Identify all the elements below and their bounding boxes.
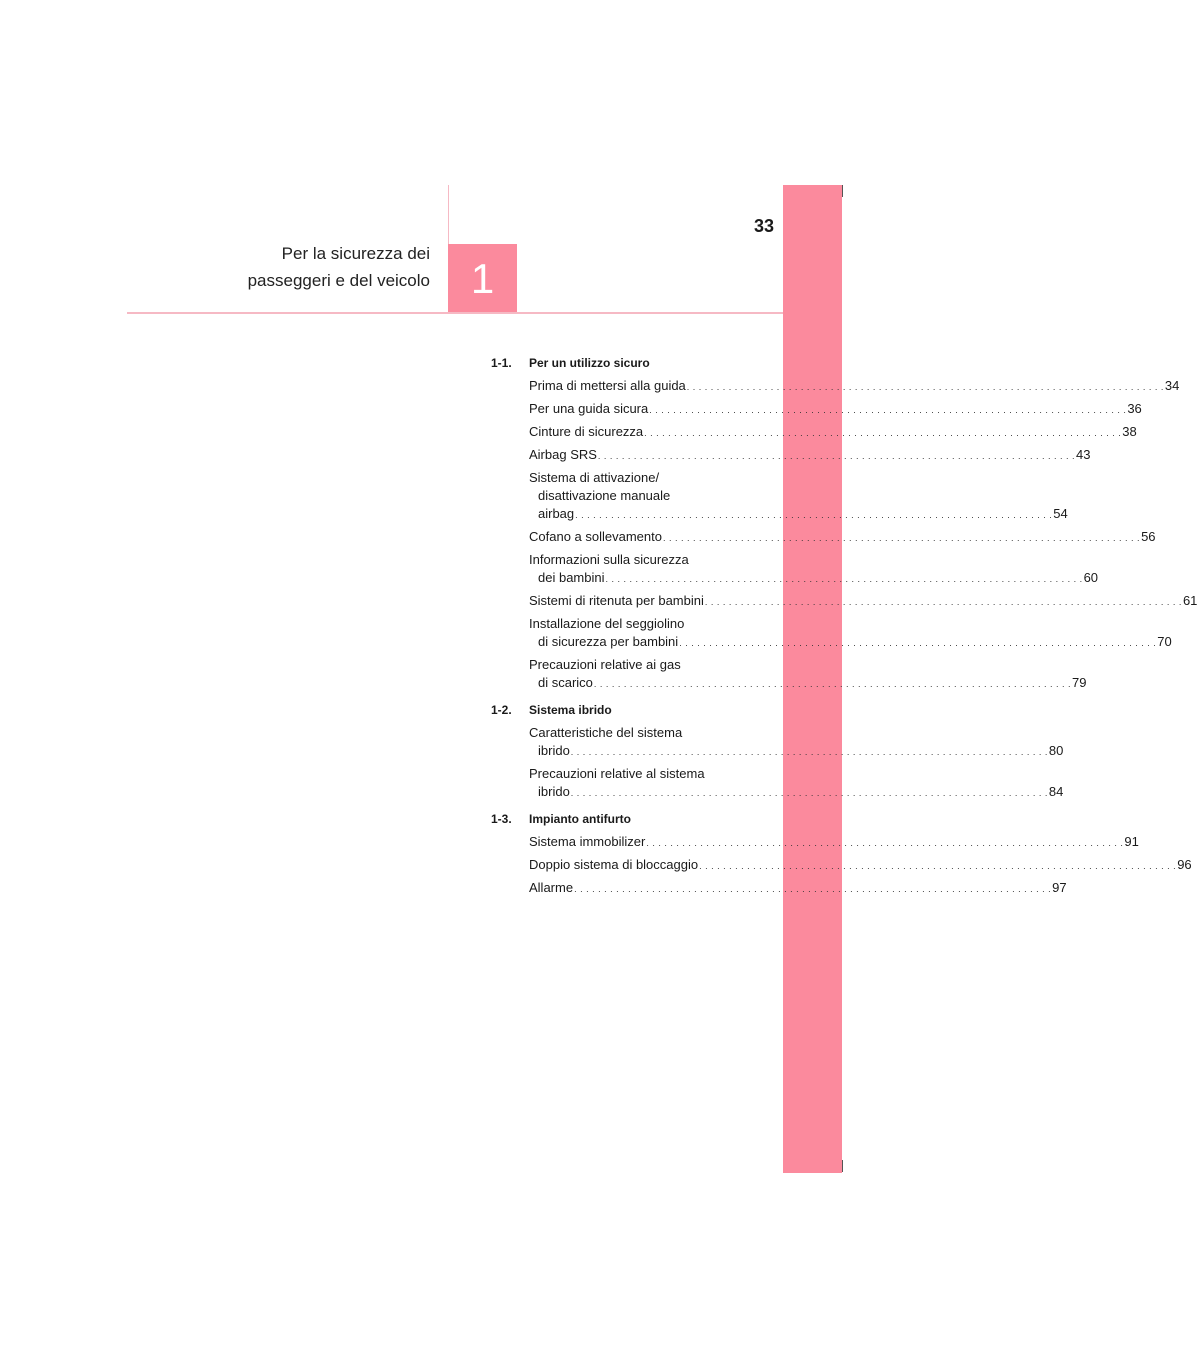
toc-entry[interactable] — [529, 765, 1064, 801]
toc-entry[interactable] — [529, 656, 1087, 692]
toc-section-number: 1-3. — [491, 812, 512, 826]
toc-entry-page: 60 — [1083, 570, 1099, 585]
chapter-title-line: Per la sicurezza dei — [281, 244, 430, 263]
toc-entry-text: Cinture di sicurezza — [529, 424, 644, 439]
toc-entry-text: disattivazione manuale — [538, 488, 671, 503]
toc-section-heading — [491, 354, 741, 377]
toc-entry[interactable] — [529, 446, 1091, 464]
toc-entry-page: 97 — [1052, 880, 1067, 895]
header-rule — [127, 312, 783, 314]
toc-leader-dots: . . . . . . . . . . . . . . . . . . . . . . . . . . . . . . . . . . . . . . . . . . . . . . . . . . . . . . . . . . . . . . . . . . . . . . . . . . . . . . . . — [679, 638, 1157, 648]
toc-entry-page: 43 — [1076, 447, 1091, 462]
toc-entry-text: Airbag SRS — [529, 447, 597, 462]
page-number: 33 — [753, 216, 774, 236]
crop-mark-top — [842, 185, 843, 197]
toc-leader-dots: . . . . . . . . . . . . . . . . . . . . . . . . . . . . . . . . . . . . . . . . . . . . . . . . . . . . . . . . . . . . . . . . . . . . . . . . . . . . . . . . — [597, 451, 1075, 461]
toc-entry-text: di sicurezza per bambini — [538, 634, 679, 649]
toc-entry-text: Caratteristiche del sistema — [529, 725, 683, 740]
toc-entry-text: Sistema immobilizer — [529, 834, 646, 849]
toc-leader-dots: . . . . . . . . . . . . . . . . . . . . . . . . . . . . . . . . . . . . . . . . . . . . . . . . . . . . . . . . . . . . . . . . . . . . . . . . . . . . . . . . — [570, 747, 1048, 757]
toc-entry-text: dei bambini — [538, 570, 605, 585]
toc-entry[interactable] — [529, 879, 1067, 897]
toc-entry-page: 56 — [1141, 529, 1156, 544]
toc-entry-text: ibrido — [538, 743, 570, 758]
toc-entry-text: Per una guida sicura — [529, 401, 649, 416]
toc-entry-text: Precauzioni relative ai gas — [529, 657, 681, 672]
header-divider — [448, 185, 449, 244]
toc-leader-dots: . . . . . . . . . . . . . . . . . . . . . . . . . . . . . . . . . . . . . . . . . . . . . . . . . . . . . . . . . . . . . . . . . . . . . . . . . . . . . . . . — [699, 861, 1177, 871]
toc-entry-page: 80 — [1048, 743, 1064, 758]
toc-leader-dots: . . . . . . . . . . . . . . . . . . . . . . . . . . . . . . . . . . . . . . . . . . . . . . . . . . . . . . . . . . . . . . . . . . . . . . . . . . . . . . . . — [593, 679, 1071, 689]
toc-entry-text: di scarico — [538, 675, 593, 690]
toc-entry-text: Allarme — [529, 880, 574, 895]
toc-entry-text: ibrido — [538, 784, 570, 799]
toc-section-title: Sistema ibrido — [529, 703, 612, 717]
toc-entry[interactable] — [529, 423, 1137, 441]
toc-entry-text: Sistemi di ritenuta per bambini — [529, 593, 704, 608]
toc-leader-dots: . . . . . . . . . . . . . . . . . . . . . . . . . . . . . . . . . . . . . . . . . . . . . . . . . . . . . . . . . . . . . . . . . . . . . . . . . . . . . . . . — [649, 405, 1127, 415]
toc-entry-text: Doppio sistema di bloccaggio — [529, 857, 699, 872]
toc-entry-page: 38 — [1122, 424, 1137, 439]
toc-leader-dots: . . . . . . . . . . . . . . . . . . . . . . . . . . . . . . . . . . . . . . . . . . . . . . . . . . . . . . . . . . . . . . . . . . . . . . . . . . . . . . . . — [662, 533, 1141, 543]
toc-entry-page: 54 — [1053, 506, 1068, 521]
toc-leader-dots: . . . . . . . . . . . . . . . . . . . . . . . . . . . . . . . . . . . . . . . . . . . . . . . . . . . . . . . . . . . . . . . . . . . . . . . . . . . . . . . . — [605, 574, 1083, 584]
toc-entry[interactable] — [529, 833, 1139, 851]
toc-entry-page: 61 — [1182, 593, 1197, 608]
chapter-title — [248, 240, 430, 294]
toc-entry[interactable] — [529, 528, 1156, 546]
toc-entry-page: 79 — [1072, 675, 1087, 690]
toc-entry[interactable] — [529, 551, 1099, 587]
toc-entry[interactable] — [529, 469, 1068, 523]
toc-leader-dots: . . . . . . . . . . . . . . . . . . . . . . . . . . . . . . . . . . . . . . . . . . . . . . . . . . . . . . . . . . . . . . . . . . . . . . . . . . . . . . . . — [646, 838, 1124, 848]
toc-leader-dots: . . . . . . . . . . . . . . . . . . . . . . . . . . . . . . . . . . . . . . . . . . . . . . . . . . . . . . . . . . . . . . . . . . . . . . . . . . . . . . . . — [704, 597, 1182, 607]
toc-leader-dots: . . . . . . . . . . . . . . . . . . . . . . . . . . . . . . . . . . . . . . . . . . . . . . . . . . . . . . . . . . . . . . . . . . . . . . . . . . . . . . . . — [574, 884, 1052, 894]
toc-entry-page: 84 — [1048, 784, 1064, 799]
toc-entry-page: 36 — [1127, 401, 1142, 416]
toc-entry-page: 70 — [1157, 634, 1172, 649]
toc-section-heading — [491, 701, 741, 724]
toc-section-heading — [491, 810, 741, 833]
toc-entry[interactable] — [529, 724, 1064, 760]
toc-entry[interactable] — [529, 377, 1180, 395]
toc-entry[interactable] — [529, 400, 1142, 418]
table-of-contents — [491, 354, 1197, 902]
chapter-title-line: passeggeri e del veicolo — [247, 271, 430, 290]
toc-entry-text: Informazioni sulla sicurezza — [529, 552, 689, 567]
toc-entry-text: Installazione del seggiolino — [529, 616, 685, 631]
toc-leader-dots: . . . . . . . . . . . . . . . . . . . . . . . . . . . . . . . . . . . . . . . . . . . . . . . . . . . . . . . . . . . . . . . . . . . . . . . . . . . . . . . . — [575, 510, 1053, 520]
toc-entry-page: 96 — [1177, 857, 1192, 872]
toc-leader-dots: . . . . . . . . . . . . . . . . . . . . . . . . . . . . . . . . . . . . . . . . . . . . . . . . . . . . . . . . . . . . . . . . . . . . . . . . . . . . . . . . — [570, 788, 1048, 798]
toc-section-title: Impianto antifurto — [529, 812, 631, 826]
toc-entry-text: Sistema di attivazione/ — [529, 470, 660, 485]
toc-entry[interactable] — [529, 592, 1197, 610]
toc-leader-dots: . . . . . . . . . . . . . . . . . . . . . . . . . . . . . . . . . . . . . . . . . . . . . . . . . . . . . . . . . . . . . . . . . . . . . . . . . . . . . . . . — [644, 428, 1122, 438]
toc-section-number: 1-2. — [491, 703, 512, 717]
toc-entry-text: Precauzioni relative al sistema — [529, 766, 705, 781]
toc-entry-page: 34 — [1164, 378, 1180, 393]
toc-entry-text: Cofano a sollevamento — [529, 529, 662, 544]
toc-entry[interactable] — [529, 615, 1172, 651]
toc-section-title: Per un utilizzo sicuro — [529, 356, 650, 370]
chapter-number-box: 1 — [448, 244, 517, 313]
toc-entry-text: airbag — [538, 506, 575, 521]
toc-entry-page: 91 — [1124, 834, 1139, 849]
toc-entry[interactable] — [529, 856, 1192, 874]
toc-section-number: 1-1. — [491, 356, 512, 370]
toc-leader-dots: . . . . . . . . . . . . . . . . . . . . . . . . . . . . . . . . . . . . . . . . . . . . . . . . . . . . . . . . . . . . . . . . . . . . . . . . . . . . . . . . — [686, 382, 1164, 392]
crop-mark-bottom — [842, 1160, 843, 1172]
toc-entry-text: Prima di mettersi alla guida — [529, 378, 686, 393]
